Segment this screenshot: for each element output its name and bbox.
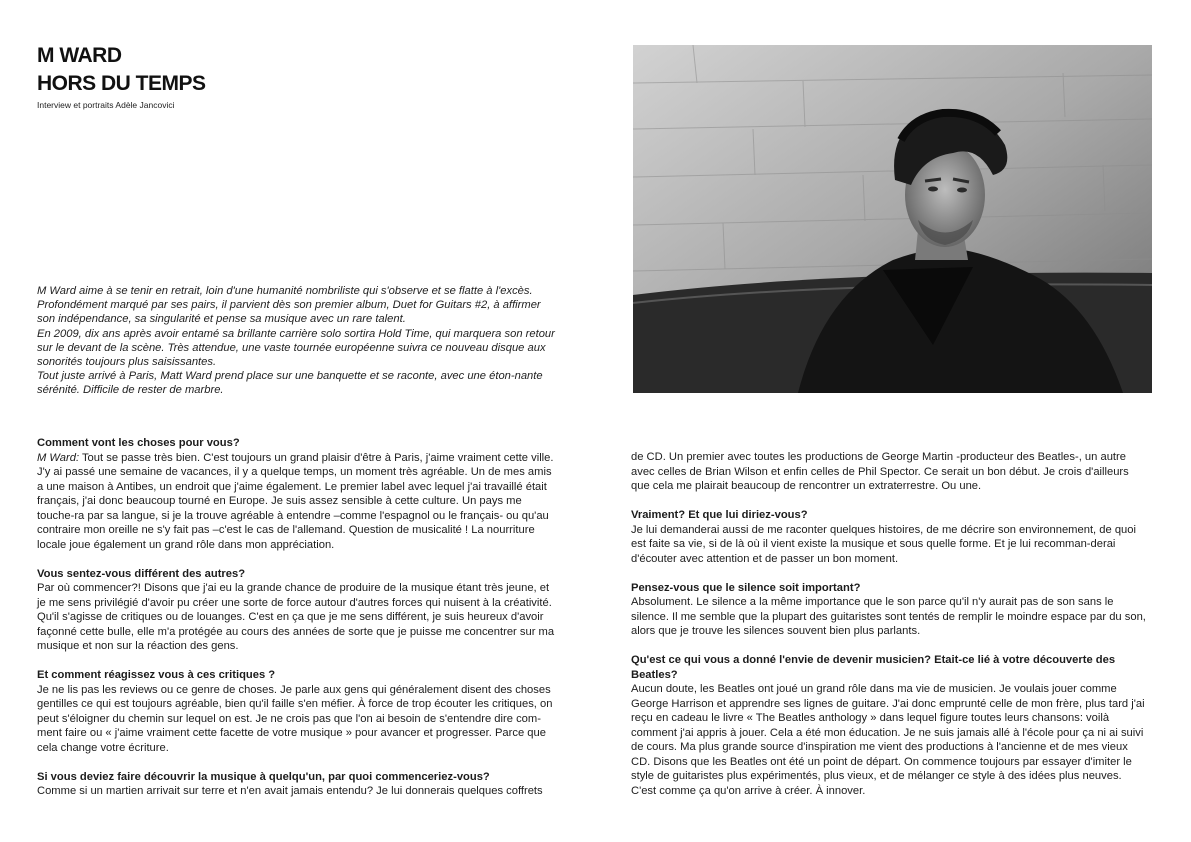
answer: Comme si un martien arrivait sur terre et n'en avait jamais entendu? Je lui donnerais quelques coffrets: [37, 785, 543, 797]
question: Comment vont les choses pour vous?: [37, 437, 240, 449]
answer: Je lui demanderai aussi de me raconter quelques histoires, de me décrire son environnement, de quoi est faite sa vie, si de là où il vient existe la musique et sous quelle forme. Et je lui recomman-derai d'écouter avec attention et de passer un bon moment.: [631, 523, 1136, 565]
right-column: [631, 450, 1146, 813]
answer: de CD. Un premier avec toutes les productions de George Martin -producteur des Beatles-, un autre avec celles de Brian Wilson et enfin celles de Phil Spector. Ce serait un bon début. Je crois d'ailleurs que cela me plairait beaucoup de rencontrer un extraterrestre. Ou une.: [631, 451, 1129, 492]
question: Pensez-vous que le silence soit important?: [631, 581, 861, 594]
article-title: M WARD: [37, 44, 122, 67]
portrait-photo-icon: [633, 45, 1152, 393]
qa-block: [631, 653, 1146, 798]
qa-block: [37, 567, 555, 654]
qa-block: [37, 436, 555, 552]
answer-text: Tout se passe très bien. C'est toujours un grand plaisir d'être à Paris, j'aime vraiment cette ville. J'y ai passé une semaine de vacances, il y a quelque temps, un moment très agréable. Un de mes amis a une maison à Antibes, un endroit que j'aime également. Le premier label avec lequel j'ai travaillé était français, j'ai donc beaucoup tourné en Europe. Je suis assez sensible à cette culture. Un pays me touche-ra par sa langue, si je la trouve agréable à entendre –comme l'espagnol ou le français- ou qu'au contraire mon oreille ne s'y fait pas –c'est le cas de l'allemand. Question de musicalité ! La nourriture locale joue également un grand rôle dans mon appréciation.: [37, 451, 554, 551]
qa-block: [631, 508, 1146, 566]
question: Vraiment? Et que lui diriez-vous?: [631, 509, 808, 521]
answer: Absolument. Le silence a la même importance que le son parce qu'il n'y aurait pas de son sans le silence. Il me semble que la plupart des guitaristes sont tentés de remplir le moindre espace par du son, alors que je trouve les silences souvent bien plus parlants.: [631, 596, 1146, 637]
qa-block: [37, 770, 555, 799]
qa-block: [631, 581, 1146, 639]
article-credit: Interview et portraits Adèle Jancovici: [37, 100, 175, 110]
answer: [37, 451, 555, 553]
question: Qu'est ce qui vous a donné l'envie de devenir musicien? Etait-ce lié à votre découverte des Beatles?: [631, 654, 1116, 681]
left-column: [37, 436, 555, 813]
qa-block: [631, 450, 1146, 494]
question: Si vous deviez faire découvrir la musique à quelqu'un, par quoi commenceriez-vous?: [37, 770, 490, 783]
question: Et comment réagissez vous à ces critiques ?: [37, 669, 276, 681]
question: Vous sentez-vous différent des autres?: [37, 567, 246, 580]
intro-paragraph: [37, 284, 557, 398]
intro-line: En 2009, dix ans après avoir entamé sa brillante carrière solo sortira Hold Time, qui marquera son retour sur le devant de la scène. Très attendue, une vaste tournée européenne suivra ce nouveau disque aux sonorités toujours plus saisissantes.: [37, 327, 555, 369]
speaker-label: M Ward:: [37, 451, 80, 464]
article-subtitle: HORS DU TEMPS: [37, 72, 206, 95]
answer: Par où commencer?! Disons que j'ai eu la grande chance de produire de la musique étant très jeune, et je me sens privilégié d'avoir pu créer une sorte de force autour d'autres forces qui nuisent à la créativité. Qu'il s'agisse de critiques ou de louanges. C'est en ça que je me sens différent, je suis heureux d'avoir façonné cette bulle, elle m'a protégée au cours des années de sorte que je puisse me concentrer sur ma musique et non sur la réaction des gens.: [37, 582, 555, 652]
qa-block: [37, 668, 555, 755]
intro-line: Tout juste arrivé à Paris, Matt Ward prend place sur une banquette et se raconte, avec une éton-nante sérénité. Difficile de rester de marbre.: [37, 370, 543, 397]
portrait-photo: [633, 45, 1152, 393]
answer: Je ne lis pas les reviews ou ce genre de choses. Je parle aux gens qui généralement disent des choses gentilles ce qui est toujours agréable, bien qu'il faille s'en méfier. À force de trop écouter les critiques, on peut s'éloigner du chemin sur lequel on est. Je ne crois pas que l'on ai besoin de s'entendre dire com-ment faire ou « j'aime vraiment cette facette de votre musique » pour avancer et progresser. Parce que cela change votre écriture.: [37, 683, 553, 754]
answer: Aucun doute, les Beatles ont joué un grand rôle dans ma vie de musicien. Je voulais jouer comme George Harrison et apprendre ses lignes de guitare. J'ai donc emprunté celle de mon frère, plus tard j'ai reçu en cadeau le livre « The Beatles anthology » dans lequel figure toutes leurs chansons: voilà comment j'ai appris à jouer. Cela a été mon éducation. Je ne suis jamais allé à l'école pour ça ni ai suivi de cours. Ma plus grande source d'inspiration me vient des productions à l'ancienne et de mes vieux CD. Disons que les Beatles ont été un point de départ. On commence toujours par essayer d'imiter le style de guitaristes plus expérimentés, plus vieux, et de mélanger ce style à des idées plus neuves. C'est comme ça qu'on arrive à créer. À innover.: [631, 683, 1145, 797]
intro-line: M Ward aime à se tenir en retrait, loin d'une humanité nombriliste qui s'observe et se flatte à l'excès. Profondément marqué par ses pairs, il parvient dès son premier album, Duet for Guitars #2, à affirmer son indépendance, sa singularité et pense sa musique avec un rare talent.: [37, 285, 541, 326]
